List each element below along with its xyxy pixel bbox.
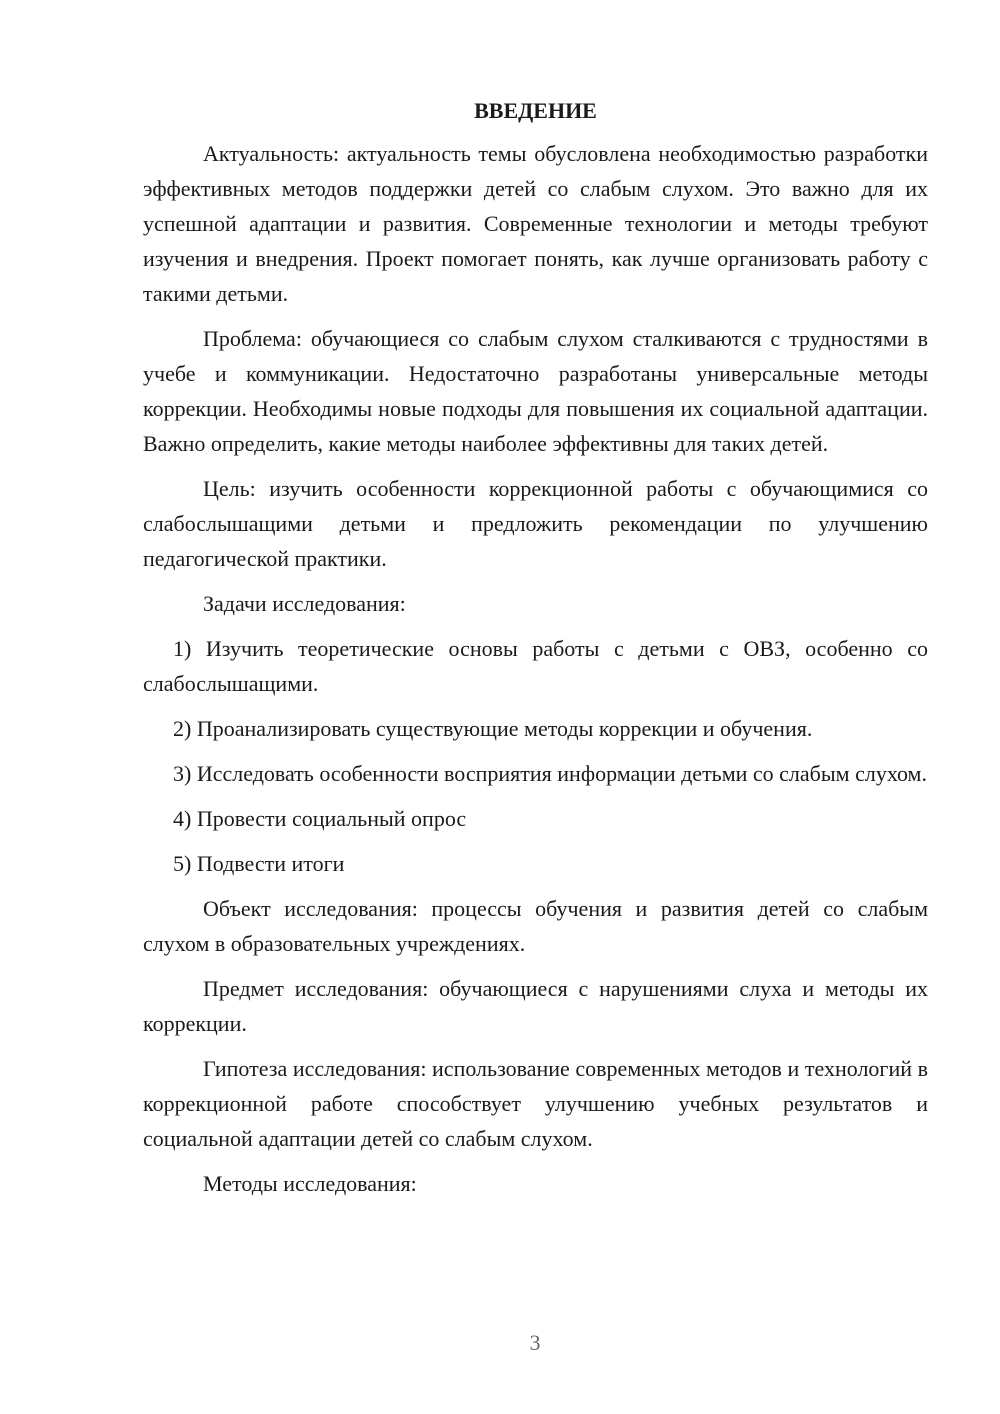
paragraph-object: Объект исследования: процессы обучения и развития детей со слабым слухом в образовательных учреждениях. [143,896,928,956]
methods-heading: Методы исследования: [203,1171,417,1196]
task-item-4: 4) Провести социальный опрос [173,806,467,831]
paragraph-goal: Цель: изучить особенности коррекционной работы с обучающимися со слабослышащими детьми и предложить рекомендации по улучшению педагогической практики. [143,476,928,571]
task-item-5: 5) Подвести итоги [173,851,345,876]
tasks-heading: Задачи исследования: [203,591,406,616]
page-number: 3 [529,1330,541,1355]
page-title: ВВЕДЕНИЕ [474,98,597,123]
task-item-1: 1) Изучить теоретические основы работы с детьми с ОВЗ, особенно со слабослышащими. [143,636,928,696]
page-content [143,96,928,1211]
paragraph-subject: Предмет исследования: обучающиеся с нарушениями слуха и методы их коррекции. [143,976,928,1036]
paragraph-problem: Проблема: обучающиеся со слабым слухом сталкиваются с трудностями в учебе и коммуникации. Недостаточно разработаны универсальные методы коррекции. Необходимы новые подходы для повышения их социальной адаптации. Важно определить, какие методы наиболее эффективны для таких детей. [143,326,928,456]
paragraph-hypothesis: Гипотеза исследования: использование современных методов и технологий в коррекционной работе способствует улучшению учебных результатов и социальной адаптации детей со слабым слухом. [143,1056,928,1151]
paragraph-relevance: Актуальность: актуальность темы обусловлена необходимостью разработки эффективных методов поддержки детей со слабым слухом. Это важно для их успешной адаптации и развития. Современные технологии и методы требуют изучения и внедрения. Проект помогает понять, как лучше организовать работу с такими детьми. [143,141,928,306]
task-item-3: 3) Исследовать особенности восприятия информации детьми со слабым слухом. [173,761,927,786]
task-item-2: 2) Проанализировать существующие методы коррекции и обучения. [173,716,813,741]
